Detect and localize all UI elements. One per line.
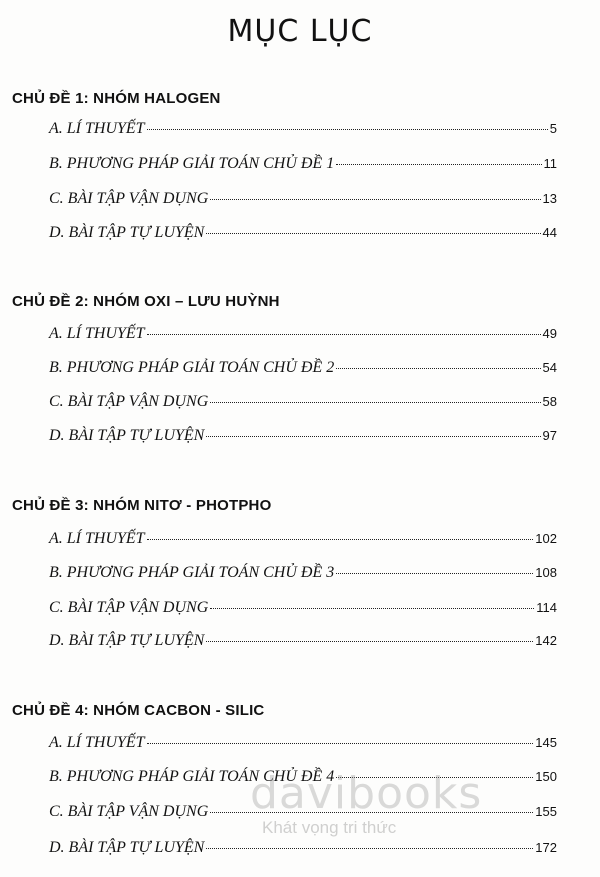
page-title: MỤC LỤC [227, 14, 373, 49]
dot-leader [206, 640, 533, 642]
entry-label: D. BÀI TẬP TỰ LUYỆN [49, 427, 205, 444]
dot-leader [210, 401, 540, 403]
toc-entry[interactable] [49, 393, 557, 415]
dot-leader [206, 847, 533, 849]
entry-page-number: 102 [535, 531, 557, 546]
toc-entry[interactable] [49, 632, 557, 654]
entry-page-number: 150 [535, 769, 557, 784]
dot-leader [147, 333, 541, 335]
dot-leader [336, 367, 540, 369]
entry-page-number: 11 [543, 156, 557, 171]
section-heading: CHỦ ĐỀ 1: NHÓM HALOGEN [12, 90, 221, 107]
toc-entry[interactable] [49, 359, 557, 381]
entry-label: A. LÍ THUYẾT [49, 530, 145, 547]
entry-label: D. BÀI TẬP TỰ LUYỆN [49, 224, 205, 241]
dot-leader [206, 435, 540, 437]
watermark-logo: davibooks [250, 768, 483, 819]
entry-label: C. BÀI TẬP VẬN DỤNG [49, 393, 209, 410]
toc-entry[interactable] [49, 325, 557, 347]
dot-leader [210, 811, 533, 813]
entry-page-number: 58 [542, 394, 557, 409]
dot-leader [147, 128, 548, 130]
toc-entry[interactable] [49, 224, 557, 246]
entry-page-number: 114 [536, 600, 557, 615]
dot-leader [336, 572, 533, 574]
watermark-tagline: Khát vọng tri thức [262, 818, 397, 837]
toc-entry[interactable] [49, 599, 557, 621]
entry-page-number: 108 [535, 565, 557, 580]
toc-entry[interactable] [49, 734, 557, 756]
toc-entry[interactable] [49, 564, 557, 586]
entry-page-number: 5 [549, 121, 557, 136]
entry-label: A. LÍ THUYẾT [49, 120, 145, 137]
toc-entry[interactable] [49, 530, 557, 552]
dot-leader [336, 163, 541, 165]
entry-page-number: 13 [542, 191, 557, 206]
entry-page-number: 145 [535, 735, 557, 750]
entry-page-number: 97 [542, 428, 557, 443]
toc-entry[interactable] [49, 839, 557, 861]
toc-entry[interactable] [49, 155, 557, 177]
section-heading: CHỦ ĐỀ 3: NHÓM NITƠ - PHOTPHO [12, 497, 272, 514]
entry-label: B. PHƯƠNG PHÁP GIẢI TOÁN CHỦ ĐỀ 1 [49, 155, 335, 172]
entry-page-number: 172 [535, 840, 557, 855]
toc-entry[interactable] [49, 803, 557, 825]
dot-leader [206, 232, 540, 234]
entry-page-number: 155 [535, 804, 557, 819]
entry-label: B. PHƯƠNG PHÁP GIẢI TOÁN CHỦ ĐỀ 4 [49, 768, 335, 785]
dot-leader [210, 607, 534, 609]
entry-page-number: 54 [542, 360, 557, 375]
entry-label: D. BÀI TẬP TỰ LUYỆN [49, 839, 205, 856]
section-heading: CHỦ ĐỀ 4: NHÓM CACBON - SILIC [12, 702, 265, 719]
section-heading: CHỦ ĐỀ 2: NHÓM OXI – LƯU HUỲNH [12, 293, 280, 310]
entry-label: A. LÍ THUYẾT [49, 325, 145, 342]
entry-label: D. BÀI TẬP TỰ LUYỆN [49, 632, 205, 649]
dot-leader [210, 198, 540, 200]
toc-entry[interactable] [49, 190, 557, 212]
entry-page-number: 142 [535, 633, 557, 648]
entry-label: B. PHƯƠNG PHÁP GIẢI TOÁN CHỦ ĐỀ 2 [49, 359, 335, 376]
entry-label: B. PHƯƠNG PHÁP GIẢI TOÁN CHỦ ĐỀ 3 [49, 564, 335, 581]
toc-entry[interactable] [49, 427, 557, 449]
entry-page-number: 49 [542, 326, 557, 341]
toc-entry[interactable] [49, 768, 557, 790]
dot-leader [147, 538, 534, 540]
dot-leader [336, 776, 533, 778]
entry-label: C. BÀI TẬP VẬN DỤNG [49, 190, 209, 207]
entry-label: C. BÀI TẬP VẬN DỤNG [49, 803, 209, 820]
dot-leader [147, 742, 534, 744]
entry-label: C. BÀI TẬP VẬN DỤNG [49, 599, 209, 616]
toc-entry[interactable] [49, 120, 557, 142]
entry-label: A. LÍ THUYẾT [49, 734, 145, 751]
entry-page-number: 44 [542, 225, 557, 240]
